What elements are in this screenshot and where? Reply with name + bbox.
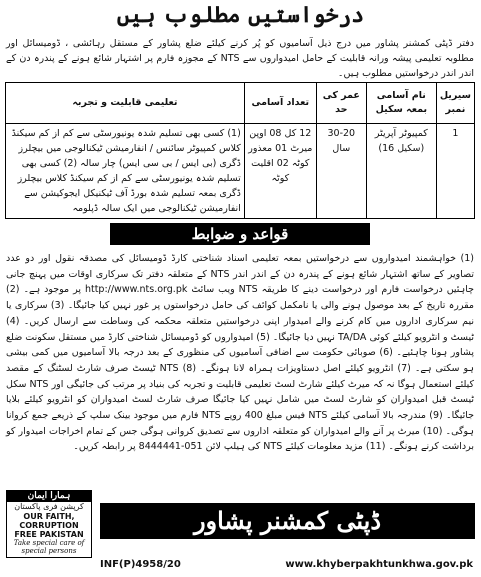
header-count: تعداد آسامی [244,83,316,124]
header-qualification: تعلیمی قابلیت و تجربہ [6,83,245,124]
intro-paragraph: دفتر ڈپٹی کمشنر پشاور میں درج ذیل آسامیوں کو پُر کرنے کیلئے ضلع پشاور کے مستقل رہائشی ، ڈومیسائل اور مطلوبہ تعلیمی پیشہ ورانہ قابلیت کے حامل امیدواروں سے NTS کے مجوزہ فارم پر اشتہار شائع ہونے کے پندرہ دن کے اندر اندر درخواستیں مطلوب ہیں۔ [6,38,474,79]
rules-heading-banner: قواعد و ضوابط [110,223,370,245]
rules-paragraph: (1) خواہشمند امیدواروں سے درخواستیں بمعہ تعلیمی اسناد شناختی کارڈ ڈومیسائل کی مصدقہ نقول اور دو عدد تصاویر کے ساتھ اشتہار شائع ہونے کے پندرہ دن کے اندر اندر NTS کے متعلقہ دفتر تک سرکاری اوقات میں پہنچ جانی چاہئیں درخواست فارم اور درخواست دینے کا طریقہ NTS ویب سائٹ http://www.nts.org.pk پر موجود ہے۔ (2) مقررہ تاریخ کے بعد موصول ہونے والی یا نامکمل کوائف کی حامل درخواستوں پر غور نہیں کیا جائیگا۔ (3) سرکاری یا نیم سرکاری اداروں میں کام کرنے والے امیدوار اپنی درخواستیں متعلقہ محکمہ کی وساطت سے ارسال کریں۔ (4) ٹیسٹ و انٹرویو کیلئے کوئی TA/DA نہیں دیا جائیگا۔ (5) امیدواروں کو ڈومیسائل شناختی کارڈ میں مستقل سکونت ضلع پشاور ہونا چاہئیے۔ (6) صوبائی حکومت سے اضافی آسامیوں کی منظوری کے بعد درجہ بالا آسامیوں میں کمی بیشی ہو سکتی ہے۔ (7) انٹرویو کیلئے اصل دستاویزات ہمراہ لانا ہونگے۔ (8) NTS ٹیسٹ صرف شارٹ لسٹنگ کے مقصد کیلئے استعمال ہوگا نہ کہ میرٹ کیلئے شارٹ لسٹ تعلیمی قابلیت و تجربہ کی بنیاد پر مرتب کی جائیگی اور NTS سکل ٹیسٹ قبل امیدواران کو شارٹ لسٹ میں شامل نہیں کیا جائیگا صرف شارٹ لسٹ امیدواران کو انٹرویو کیلئے بلایا جائیگا۔ (9) مندرجہ بالا آسامی کیلئے NTS فیس مبلغ 400 روپے NTS فارم میں موجود بینک سلپ کے ذریعے جمع کروانا ہوگی۔ (10) میرٹ پر آنے والے امیدواران کو متعلقہ اداروں سے تصدیق کروانی ہوگی جس کے تمام اخراجات امیدوار کو برداشت کرنے ہونگے۔ (11) مزید معلومات کیلئے NTS کی ہیلپ لائن 051-8444441 پر رابطہ کریں۔ [6,253,475,453]
header-serial: سیریل نمبر [436,83,474,124]
cell-post: کمپیوٹر آپریٹر (سکیل 16) [366,124,436,219]
deputy-commissioner-banner: ڈپٹی کمشنر پشاور [100,503,475,539]
cell-qualification: (1) کسی بھی تسلیم شدہ یونیورسٹی سے کم از کم سیکنڈ کلاس کمپیوٹر سائنس / انفارمیشن ٹیکنالوجی میں بیچلرز ڈگری (بی ایس / بی سی ایس) چار سالہ (2) کسی بھی تسلیم شدہ یونیورسٹی سے کم از کم سیکنڈ کلاس بیچلرز ڈگری بمعہ تسلیم شدہ بورڈ آف ٹیکنیکل ایجوکیشن سے انفارمیشن ٹیکنالوجی میں ایک سالہ ڈپلومہ [6,124,245,219]
cell-age: 30-20 سال [316,124,366,219]
table-header-row [6,83,475,124]
vacancy-table [5,82,475,219]
website-link[interactable]: www.khyberpakhtunkhwa.gov.pk [285,559,473,570]
logo-line-urdu-slogan: کرپشن فری پاکستان [14,502,84,511]
logo-line-special-persons: Take special care of special persons [13,539,85,555]
cell-count: 12 کل 08 اوپن میرٹ 01 معذور کوٹہ 02 اقلیت کوٹہ [244,124,316,219]
header-age: عمر کی حد [316,83,366,124]
inf-code: INF(P)4958/20 [100,559,181,570]
page-title: درخواستیں مطلوب ہیں [116,2,365,28]
header-post: نام آسامی بمعہ سکیل [366,83,436,124]
cell-serial: 1 [436,124,474,219]
table-row [6,124,475,219]
logo-line-english-slogan: OUR FAITH, CORRUPTION FREE PAKISTAN [14,512,84,539]
logo-line-urdu-faith: ہمارا ایمان [7,491,91,502]
anti-corruption-logo [6,490,92,558]
